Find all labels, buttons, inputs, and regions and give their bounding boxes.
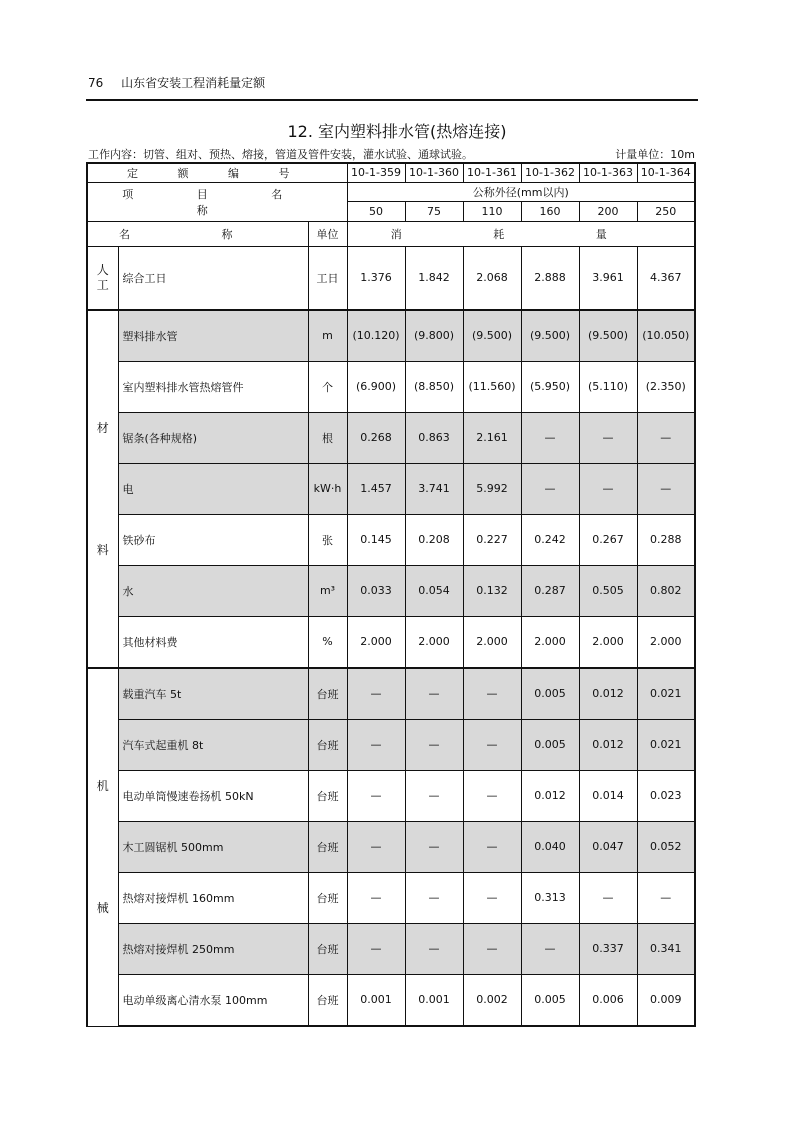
page-number: 76	[88, 76, 104, 90]
value-cell: —	[405, 821, 463, 872]
table-row	[87, 821, 695, 872]
value-cell: —	[463, 719, 521, 770]
value-cell: 0.005	[521, 974, 579, 1026]
value-cell: 0.002	[463, 974, 521, 1026]
value-cell: (5.950)	[521, 361, 579, 412]
code-cell: 10-1-363	[579, 163, 637, 182]
diameter-cell: 75	[405, 201, 463, 221]
item-unit: 工日	[308, 246, 347, 310]
category-cell: 机 械	[87, 668, 118, 1026]
value-cell: 0.052	[637, 821, 695, 872]
value-cell: —	[463, 923, 521, 974]
value-cell: 0.014	[579, 770, 637, 821]
section-title: 12. 室内塑料排水管(热熔连接)	[287, 122, 507, 141]
value-cell: —	[347, 821, 405, 872]
item-unit: 个	[308, 361, 347, 412]
value-cell: 0.001	[347, 974, 405, 1026]
value-cell: —	[347, 872, 405, 923]
item-unit: 台班	[308, 668, 347, 719]
item-name: 热熔对接焊机 160mm	[118, 872, 308, 923]
value-cell: —	[405, 872, 463, 923]
value-cell: 0.313	[521, 872, 579, 923]
value-cell: (10.120)	[347, 310, 405, 361]
value-cell: (11.560)	[463, 361, 521, 412]
value-cell: 0.001	[405, 974, 463, 1026]
item-name: 汽车式起重机 8t	[118, 719, 308, 770]
value-cell: 2.000	[463, 616, 521, 668]
value-cell: 5.992	[463, 463, 521, 514]
quota-no-label: 定 额 编 号	[87, 163, 347, 182]
value-cell: 2.000	[405, 616, 463, 668]
value-cell: —	[463, 668, 521, 719]
table-row	[87, 974, 695, 1026]
value-cell: 0.227	[463, 514, 521, 565]
value-cell: 0.021	[637, 719, 695, 770]
table-row	[87, 412, 695, 463]
category-cell: 材 料	[87, 310, 118, 668]
value-cell: —	[521, 412, 579, 463]
table-row	[87, 719, 695, 770]
unit-label: 单位	[308, 221, 347, 246]
value-cell: (9.500)	[579, 310, 637, 361]
table-row	[87, 514, 695, 565]
value-cell: (9.500)	[521, 310, 579, 361]
value-cell: —	[405, 668, 463, 719]
work-content-line	[88, 146, 695, 162]
diameter-label-row	[87, 182, 695, 201]
item-unit: 台班	[308, 719, 347, 770]
code-cell: 10-1-364	[637, 163, 695, 182]
item-unit: %	[308, 616, 347, 668]
diameter-cell: 50	[347, 201, 405, 221]
consumption-label: 消 耗 量	[347, 221, 695, 246]
column-header-row	[87, 221, 695, 246]
work-content: 工作内容：切管、组对、预热、熔接，管道及管件安装，灌水试验、通球试验。	[88, 148, 473, 161]
item-unit: m	[308, 310, 347, 361]
value-cell: 2.161	[463, 412, 521, 463]
item-unit: 台班	[308, 821, 347, 872]
item-name: 电动单筒慢速卷扬机 50kN	[118, 770, 308, 821]
table-row	[87, 310, 695, 361]
value-cell: 4.367	[637, 246, 695, 310]
value-cell: 0.023	[637, 770, 695, 821]
code-cell: 10-1-360	[405, 163, 463, 182]
item-name: 锯条(各种规格)	[118, 412, 308, 463]
category-cell: 人 工	[87, 246, 118, 310]
item-name: 载重汽车 5t	[118, 668, 308, 719]
item-name: 电动单级离心清水泵 100mm	[118, 974, 308, 1026]
quota-table	[86, 162, 696, 1027]
value-cell: (10.050)	[637, 310, 695, 361]
value-cell: 0.033	[347, 565, 405, 616]
diameter-cell: 250	[637, 201, 695, 221]
value-cell: 0.012	[579, 668, 637, 719]
code-row	[87, 163, 695, 182]
value-cell: —	[637, 463, 695, 514]
value-cell: 0.208	[405, 514, 463, 565]
value-cell: —	[463, 872, 521, 923]
item-name: 铁砂布	[118, 514, 308, 565]
value-cell: (8.850)	[405, 361, 463, 412]
item-unit: m³	[308, 565, 347, 616]
value-cell: —	[347, 668, 405, 719]
value-cell: —	[347, 923, 405, 974]
table-row	[87, 668, 695, 719]
unit-note: 计量单位：10m	[615, 148, 695, 161]
value-cell: (6.900)	[347, 361, 405, 412]
item-name: 室内塑料排水管热熔管件	[118, 361, 308, 412]
value-cell: 2.000	[521, 616, 579, 668]
value-cell: —	[347, 719, 405, 770]
table-row	[87, 770, 695, 821]
value-cell: —	[521, 923, 579, 974]
value-cell: —	[521, 463, 579, 514]
value-cell: —	[579, 872, 637, 923]
running-head	[88, 74, 279, 91]
value-cell: —	[405, 923, 463, 974]
table-row	[87, 616, 695, 668]
table-row	[87, 463, 695, 514]
code-cell: 10-1-361	[463, 163, 521, 182]
value-cell: 1.376	[347, 246, 405, 310]
item-name: 水	[118, 565, 308, 616]
item-unit: 台班	[308, 770, 347, 821]
code-cell: 10-1-359	[347, 163, 405, 182]
value-cell: 0.054	[405, 565, 463, 616]
item-unit: kW·h	[308, 463, 347, 514]
value-cell: (9.500)	[463, 310, 521, 361]
value-cell: 0.009	[637, 974, 695, 1026]
value-cell: (9.800)	[405, 310, 463, 361]
header-rule	[86, 99, 698, 101]
value-cell: —	[463, 770, 521, 821]
value-cell: 2.000	[579, 616, 637, 668]
value-cell: 0.802	[637, 565, 695, 616]
item-unit: 台班	[308, 923, 347, 974]
table-row	[87, 923, 695, 974]
value-cell: 2.888	[521, 246, 579, 310]
name-label: 名 称	[87, 221, 308, 246]
item-name: 塑料排水管	[118, 310, 308, 361]
diameter-cell: 200	[579, 201, 637, 221]
item-name-label: 项 目 名 称	[87, 182, 347, 221]
value-cell: 0.267	[579, 514, 637, 565]
item-unit: 张	[308, 514, 347, 565]
value-cell: 2.000	[347, 616, 405, 668]
code-cell: 10-1-362	[521, 163, 579, 182]
item-unit: 根	[308, 412, 347, 463]
value-cell: —	[637, 872, 695, 923]
table-row	[87, 872, 695, 923]
diameter-cell: 110	[463, 201, 521, 221]
value-cell: —	[463, 821, 521, 872]
value-cell: (2.350)	[637, 361, 695, 412]
value-cell: 0.012	[579, 719, 637, 770]
item-name: 热熔对接焊机 250mm	[118, 923, 308, 974]
item-name: 电	[118, 463, 308, 514]
value-cell: 0.341	[637, 923, 695, 974]
value-cell: —	[579, 463, 637, 514]
value-cell: 0.863	[405, 412, 463, 463]
value-cell: 3.741	[405, 463, 463, 514]
diameter-label: 公称外径(mm以内)	[347, 182, 695, 201]
value-cell: 0.337	[579, 923, 637, 974]
value-cell: —	[405, 719, 463, 770]
value-cell: 1.842	[405, 246, 463, 310]
value-cell: 2.068	[463, 246, 521, 310]
value-cell: 0.006	[579, 974, 637, 1026]
value-cell: 2.000	[637, 616, 695, 668]
value-cell: 0.005	[521, 668, 579, 719]
value-cell: 0.242	[521, 514, 579, 565]
value-cell: 1.457	[347, 463, 405, 514]
value-cell: 0.132	[463, 565, 521, 616]
diameter-cell: 160	[521, 201, 579, 221]
value-cell: 0.040	[521, 821, 579, 872]
value-cell: 0.005	[521, 719, 579, 770]
table-row	[87, 565, 695, 616]
value-cell: 0.268	[347, 412, 405, 463]
value-cell: 0.012	[521, 770, 579, 821]
value-cell: 0.021	[637, 668, 695, 719]
value-cell: —	[637, 412, 695, 463]
value-cell: 0.145	[347, 514, 405, 565]
value-cell: —	[347, 770, 405, 821]
value-cell: —	[405, 770, 463, 821]
item-unit: 台班	[308, 872, 347, 923]
table-row	[87, 361, 695, 412]
value-cell: 3.961	[579, 246, 637, 310]
value-cell: 0.287	[521, 565, 579, 616]
book-title: 山东省安装工程消耗量定额	[121, 76, 266, 90]
item-name: 木工圆锯机 500mm	[118, 821, 308, 872]
value-cell: (5.110)	[579, 361, 637, 412]
item-name: 综合工日	[118, 246, 308, 310]
value-cell: 0.505	[579, 565, 637, 616]
item-name: 其他材料费	[118, 616, 308, 668]
value-cell: —	[579, 412, 637, 463]
item-unit: 台班	[308, 974, 347, 1026]
table-row	[87, 246, 695, 310]
value-cell: 0.047	[579, 821, 637, 872]
value-cell: 0.288	[637, 514, 695, 565]
